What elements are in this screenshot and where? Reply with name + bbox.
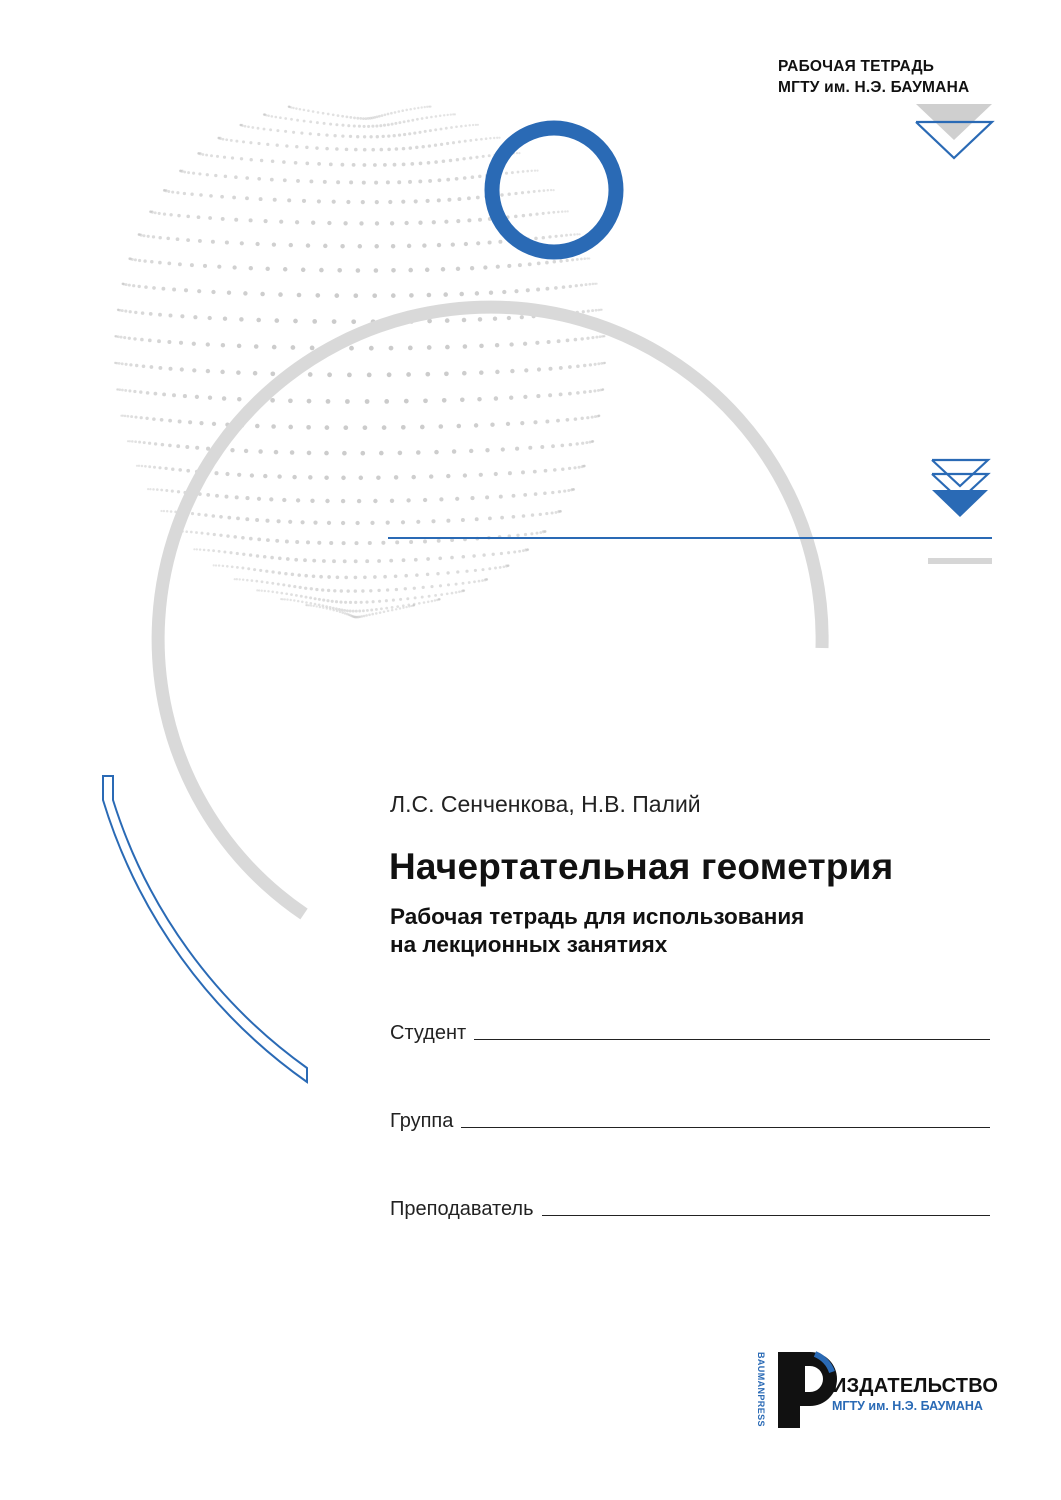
dotted-sphere-graphic <box>114 105 606 618</box>
student-label: Студент <box>390 1022 467 1044</box>
blue-outline-arc <box>103 776 307 1082</box>
gray-divider <box>928 558 992 564</box>
teacher-field <box>390 1191 990 1221</box>
publisher-block <box>832 1375 998 1413</box>
subtitle-line1: Рабочая тетрадь для использования <box>390 904 805 929</box>
authors: Л.С. Сенченкова, Н.В. Палий <box>390 791 701 817</box>
publisher-name: ИЗДАТЕЛЬСТВО <box>832 1375 999 1397</box>
subtitle-line2: на лекционных занятиях <box>390 932 668 957</box>
teacher-fill-line[interactable] <box>542 1215 991 1216</box>
publisher-brand-vertical: BAUMANPRESS <box>756 1352 766 1427</box>
group-fill-line[interactable] <box>461 1127 990 1128</box>
chevron-filled-icon <box>932 490 988 517</box>
student-field <box>390 1015 990 1045</box>
group-field <box>390 1103 990 1133</box>
student-fill-line[interactable] <box>474 1039 990 1040</box>
book-title: Начертательная геометрия <box>389 846 894 887</box>
series-label-line1: РАБОЧАЯ ТЕТРАДЬ <box>778 58 935 75</box>
publisher-university: МГТУ им. Н.Э. БАУМАНА <box>832 1399 983 1413</box>
teacher-label: Преподаватель <box>390 1198 534 1220</box>
group-label: Группа <box>390 1110 454 1132</box>
gray-arc <box>158 307 822 914</box>
book-subtitle <box>390 903 1010 959</box>
series-label <box>778 56 1018 98</box>
publisher-logo-icon <box>778 1352 837 1428</box>
series-label-line2: МГТУ им. Н.Э. БАУМАНА <box>778 79 970 96</box>
